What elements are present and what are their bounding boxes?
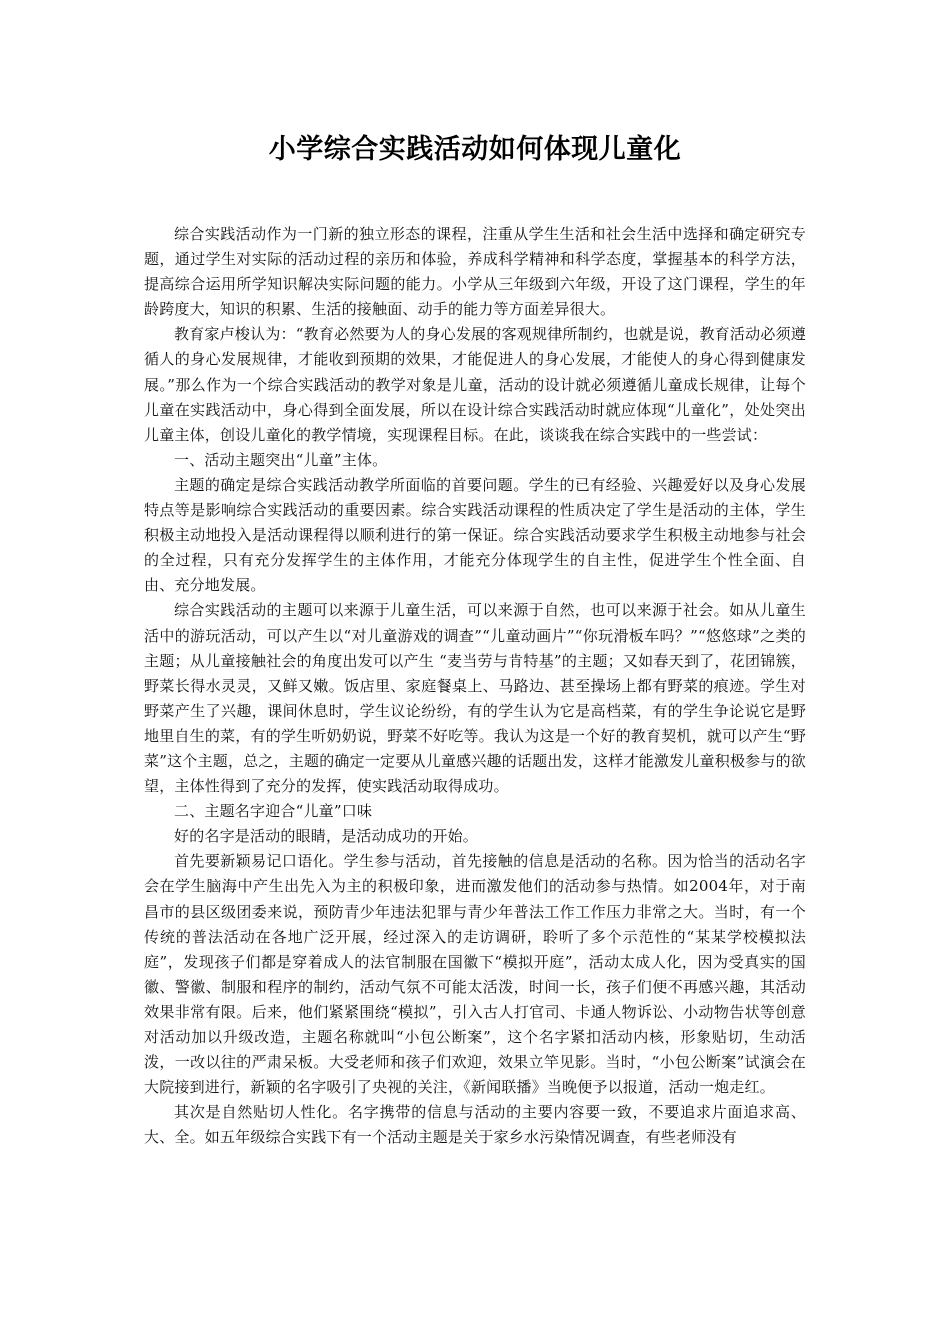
- section-heading-2: 二、主题名字迎合“儿童”口味: [174, 802, 373, 821]
- paragraph-good-name: 好的名字是活动的眼睛，是活动成功的开始。: [174, 827, 479, 846]
- paragraph-intro: 综合实践活动作为一门新的独立形态的课程，注重从学生生活和社会生活中选择和确定研究专题，通过学生对实际的活动过程的亲历和体验，养成科学精神和科学态度，掌握基本的科学方法，提高综合运用所学知识解决实际问题的能力。小学从三年级到六年级，开设了这门课程，学生的年龄跨度大，知识的积累、生活的接触面、动手的能力等方面差异很大。: [144, 225, 806, 319]
- section-heading-1: 一、活动主题突出“儿童”主体。: [174, 450, 388, 469]
- document-title: 小学综合实践活动如何体现儿童化: [268, 134, 682, 165]
- paragraph-rousseau-quote: 教育家卢梭认为：“教育必然要为人的身心发展的客观规律所制约，也就是说，教育活动必须遵循人的身心发展规律，才能收到预期的效果，才能促进人的身心发展，才能使人的身心得到健康发展。”那么作为一个综合实践活动的教学对象是儿童，活动的设计就必须遵循儿童成长规律，让每个儿童在实践活动中，身心得到全面发展，所以在设计综合实践活动时就应体现“儿童化”，处处突出儿童主体，创设儿童化的教学情境，实现课程目标。在此，谈谈我在综合实践中的一些尝试：: [144, 325, 806, 444]
- paragraph-novel-name: 首先要新颖易记口语化。学生参与活动，首先接触的信息是活动的名称。因为恰当的活动名字会在学生脑海中产生出先入为主的积极印象，进而激发他们的活动参与热情。如2004年，对于南昌市的县区级团委来说，预防青少年违法犯罪与青少年普法工作工作压力非常之大。当时，有一个传统的普法活动在各地广泛开展，经过深入的走访调研，聆听了多个示范性的“某某学校模拟法庭”，发现孩子们都是穿着成人的法官制服在国徽下“模拟开庭”，活动太成人化，因为受真实的国徽、警徽、制服和程序的制约，活动气氛不可能太活泼，时间一长，孩子们便不再感兴趣，其活动效果非常有限。后来，他们紧紧围绕“模拟”，引入古人打官司、卡通人物诉讼、小动物告状等创意对活动加以升级改造，主题名称就叫“小包公断案”，这个名字紧扣活动内核，形象贴切，生动活泼，一改以往的严肃呆板。大受老师和孩子们欢迎，效果立竿见影。当时，“小包公断案”试演会在大院接到进行，新颖的名字吸引了央视的关注，《新闻联播》当晚便予以报道，活动一炮走红。: [144, 852, 806, 1097]
- document-body: [144, 222, 806, 1150]
- paragraph-theme-sources: 综合实践活动的主题可以来源于儿童生活，可以来源于自然，也可以来源于社会。如从儿童生活中的游玩活动，可以产生以“对儿童游戏的调查”“儿童动画片”“你玩滑板车吗？”“悠悠球”之类的主题；从儿童接触社会的角度出发可以产生 “麦当劳与肯特基”的主题；又如春天到了，花团锦簇，野菜长得水灵灵，又鲜又嫩。饭店里、家庭餐桌上、马路边、甚至操场上都有野菜的痕迹。学生对野菜产生了兴趣，课间休息时，学生议论纷纷，有的学生认为它是高档菜，有的学生争论说它是野地里自生的菜，有的学生听奶奶说，野菜不好吃等。我认为这是一个好的教育契机，就可以产生“野菜”这个主题，总之，主题的确定一定要从儿童感兴趣的话题出发，这样才能激发儿童积极参与的欲望，主体性得到了充分的发挥，使实践活动取得成功。: [144, 601, 806, 796]
- paragraph-theme-determination: 主题的确定是综合实践活动教学所面临的首要问题。学生的已有经验、兴趣爱好以及身心发展特点等是影响综合实践活动的重要因素。综合实践活动课程的性质决定了学生是活动的主体，学生积极主动地投入是活动课程得以顺利进行的第一保证。综合实践活动要求学生积极主动地参与社会的全过程，只有充分发挥学生的主体作用，才能充分体现学生的自主性，促进学生个性全面、自由、充分地发展。: [144, 475, 806, 595]
- paragraph-natural-name: 其次是自然贴切人性化。名字携带的信息与活动的主要内容要一致，不要追求片面追求高、大、全。如五年级综合实践下有一个活动主题是关于家乡水污染情况调查，有些老师没有: [144, 1103, 806, 1147]
